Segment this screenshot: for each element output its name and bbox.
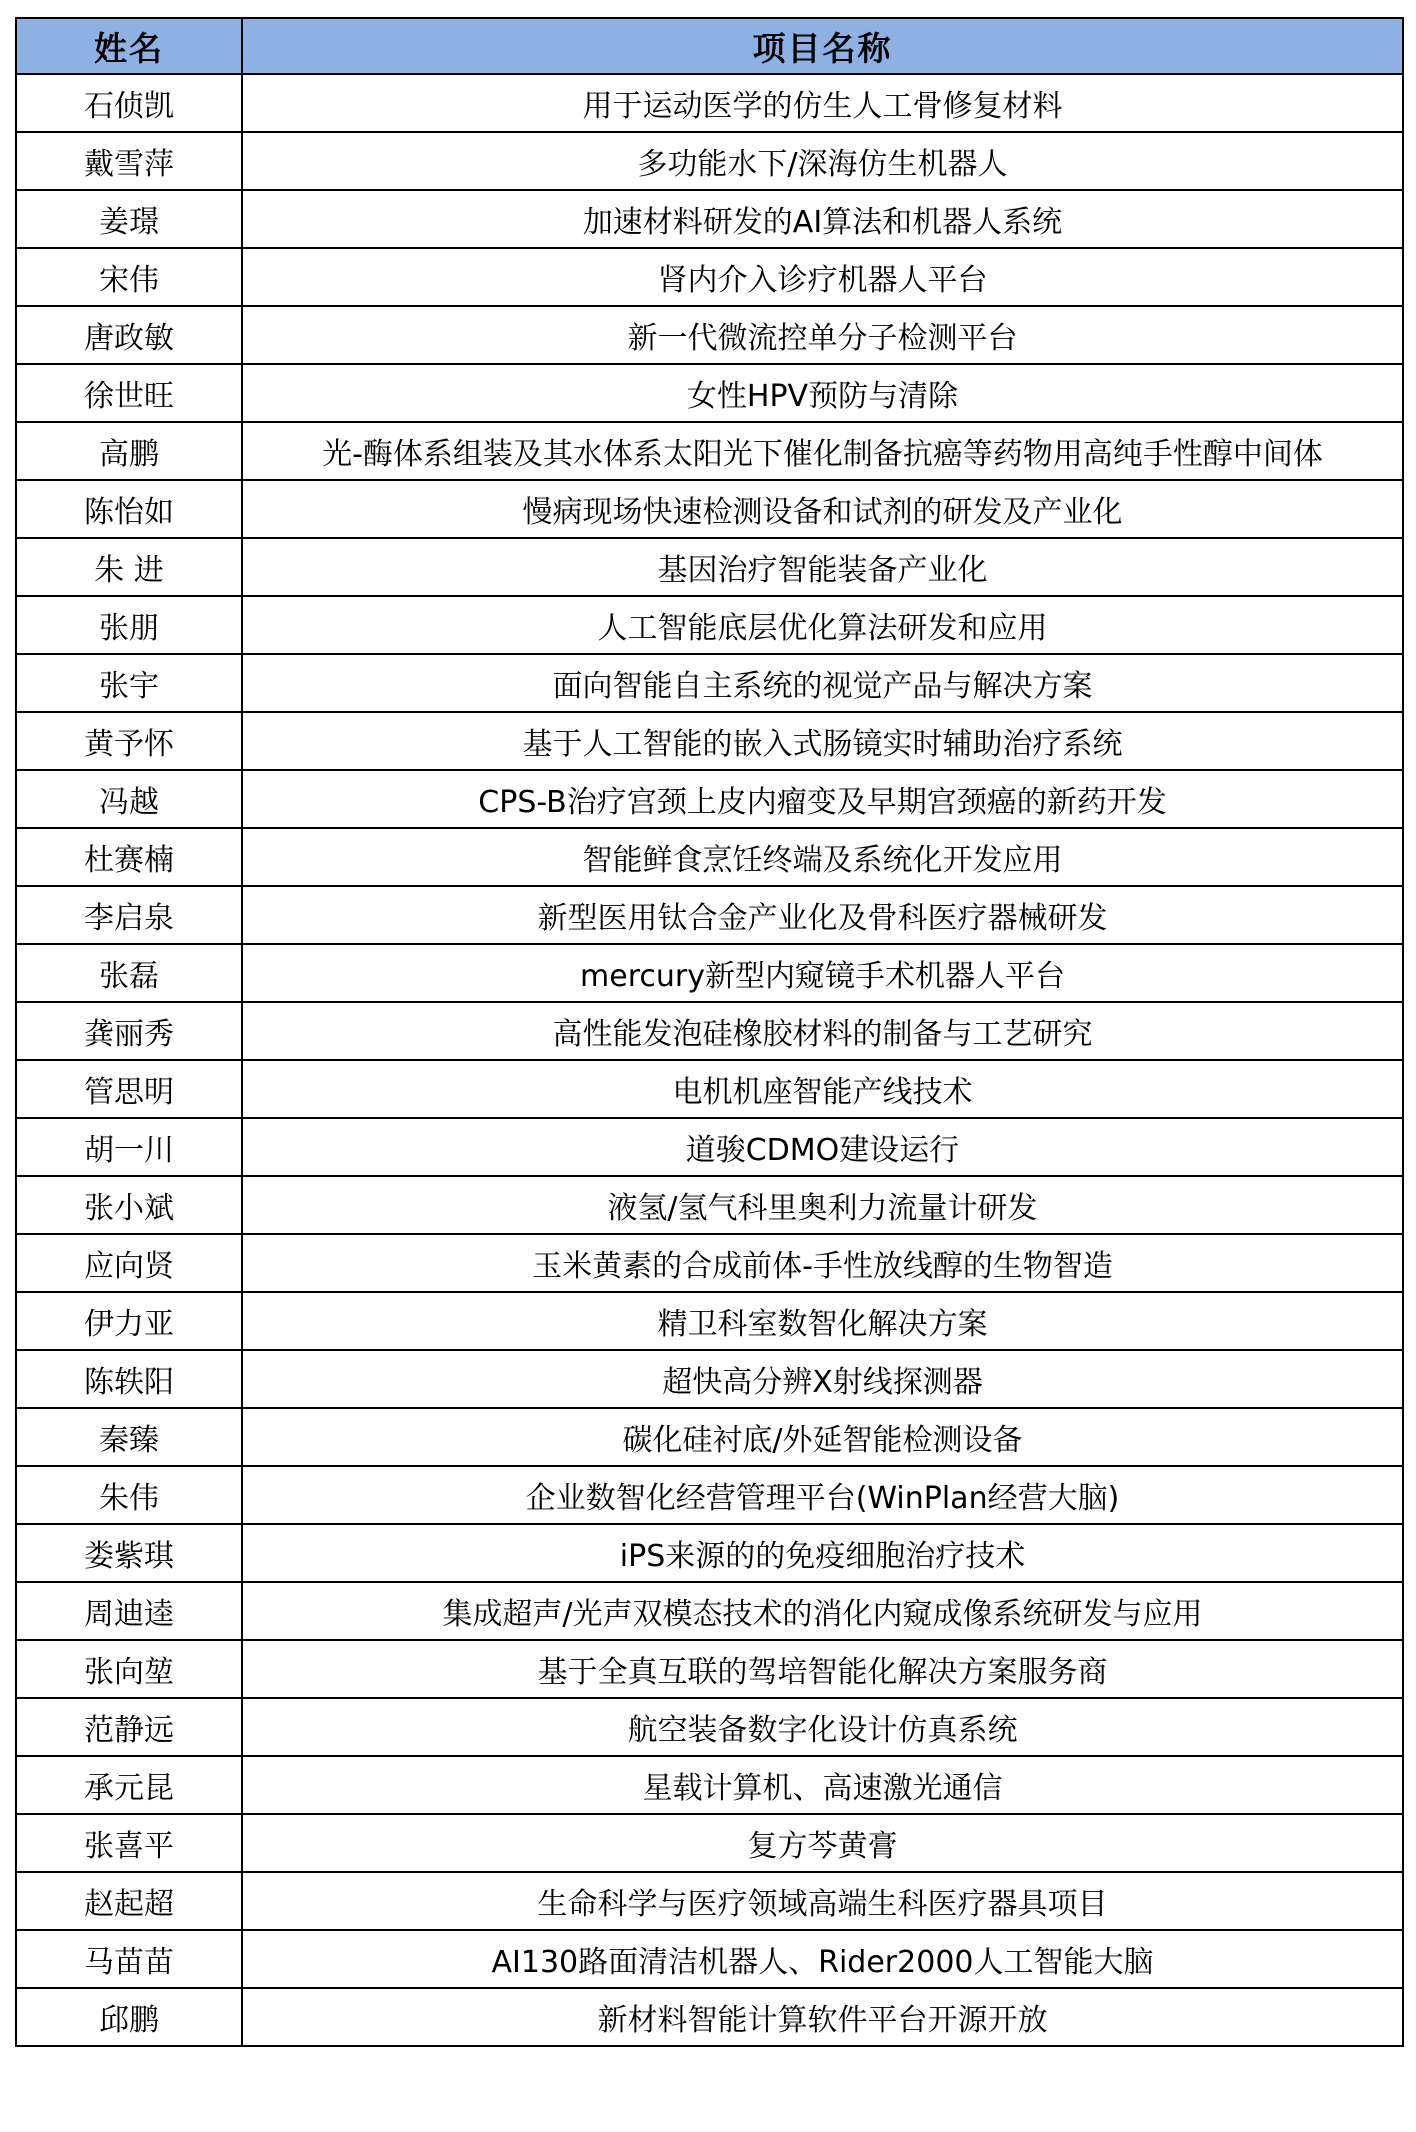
project-name-cell: 电机机座智能产线技术 <box>242 1060 1403 1118</box>
table-row <box>16 1234 1403 1292</box>
table-row <box>16 944 1403 1002</box>
table-row <box>16 1756 1403 1814</box>
person-name-cell: 胡一川 <box>16 1118 242 1176</box>
table-row <box>16 1350 1403 1408</box>
table-row <box>16 74 1403 132</box>
project-name-cell: 基于人工智能的嵌入式肠镜实时辅助治疗系统 <box>242 712 1403 770</box>
person-name-cell: 朱伟 <box>16 1466 242 1524</box>
project-name-cell: 道骏CDMO建设运行 <box>242 1118 1403 1176</box>
project-name-cell: 智能鲜食烹饪终端及系统化开发应用 <box>242 828 1403 886</box>
project-name-cell: AI130路面清洁机器人、Rider2000人工智能大脑 <box>242 1930 1403 1988</box>
project-name-cell: 星载计算机、高速激光通信 <box>242 1756 1403 1814</box>
person-name-cell: 杜赛楠 <box>16 828 242 886</box>
person-name-cell: 范静远 <box>16 1698 242 1756</box>
project-name-cell: 新型医用钛合金产业化及骨科医疗器械研发 <box>242 886 1403 944</box>
table-row <box>16 1524 1403 1582</box>
person-name-cell: 石侦凯 <box>16 74 242 132</box>
table-row <box>16 1466 1403 1524</box>
table-header <box>16 18 1403 74</box>
person-name-cell: 赵起超 <box>16 1872 242 1930</box>
table-row <box>16 596 1403 654</box>
table-row <box>16 654 1403 712</box>
person-name-cell: 黄予怀 <box>16 712 242 770</box>
project-name-cell: 集成超声/光声双模态技术的消化内窥成像系统研发与应用 <box>242 1582 1403 1640</box>
person-name-cell: 张宇 <box>16 654 242 712</box>
project-name-cell: 用于运动医学的仿生人工骨修复材料 <box>242 74 1403 132</box>
person-name-cell: 管思明 <box>16 1060 242 1118</box>
header-project: 项目名称 <box>242 18 1403 74</box>
project-name-cell: 企业数智化经营管理平台(WinPlan经营大脑) <box>242 1466 1403 1524</box>
person-name-cell: 周迪逵 <box>16 1582 242 1640</box>
table-row <box>16 1060 1403 1118</box>
project-name-cell: 加速材料研发的AI算法和机器人系统 <box>242 190 1403 248</box>
table-row <box>16 1640 1403 1698</box>
table-row <box>16 1002 1403 1060</box>
person-name-cell: 陈怡如 <box>16 480 242 538</box>
project-name-cell: 航空装备数字化设计仿真系统 <box>242 1698 1403 1756</box>
person-name-cell: 唐政敏 <box>16 306 242 364</box>
project-name-cell: 肾内介入诊疗机器人平台 <box>242 248 1403 306</box>
person-name-cell: 李启泉 <box>16 886 242 944</box>
project-name-cell: 生命科学与医疗领域高端生科医疗器具项目 <box>242 1872 1403 1930</box>
person-name-cell: 龚丽秀 <box>16 1002 242 1060</box>
person-name-cell: 伊力亚 <box>16 1292 242 1350</box>
table-row <box>16 1814 1403 1872</box>
person-name-cell: 应向贤 <box>16 1234 242 1292</box>
table-row <box>16 1988 1403 2046</box>
person-name-cell: 承元昆 <box>16 1756 242 1814</box>
table-row <box>16 306 1403 364</box>
person-name-cell: 朱 进 <box>16 538 242 596</box>
project-name-cell: 精卫科室数智化解决方案 <box>242 1292 1403 1350</box>
person-name-cell: 冯越 <box>16 770 242 828</box>
person-name-cell: 徐世旺 <box>16 364 242 422</box>
table-row <box>16 828 1403 886</box>
table-row <box>16 248 1403 306</box>
person-name-cell: 邱鹏 <box>16 1988 242 2046</box>
header-row <box>16 18 1403 74</box>
table-row <box>16 1176 1403 1234</box>
table-row <box>16 886 1403 944</box>
table-row <box>16 190 1403 248</box>
person-name-cell: 娄紫琪 <box>16 1524 242 1582</box>
project-name-cell: 光-酶体系组装及其水体系太阳光下催化制备抗癌等药物用高纯手性醇中间体 <box>242 422 1403 480</box>
project-name-cell: 复方芩黄膏 <box>242 1814 1403 1872</box>
person-name-cell: 张喜平 <box>16 1814 242 1872</box>
project-name-cell: 超快高分辨X射线探测器 <box>242 1350 1403 1408</box>
table-row <box>16 770 1403 828</box>
project-name-cell: CPS-B治疗宫颈上皮内瘤变及早期宫颈癌的新药开发 <box>242 770 1403 828</box>
table-row <box>16 1930 1403 1988</box>
project-name-cell: 新材料智能计算软件平台开源开放 <box>242 1988 1403 2046</box>
project-name-cell: 玉米黄素的合成前体-手性放线醇的生物智造 <box>242 1234 1403 1292</box>
project-name-cell: iPS来源的的免疫细胞治疗技术 <box>242 1524 1403 1582</box>
table-row <box>16 538 1403 596</box>
table-row <box>16 480 1403 538</box>
person-name-cell: 高鹏 <box>16 422 242 480</box>
project-name-cell: mercury新型内窥镜手术机器人平台 <box>242 944 1403 1002</box>
person-name-cell: 张向堃 <box>16 1640 242 1698</box>
project-table <box>15 17 1404 2047</box>
person-name-cell: 陈轶阳 <box>16 1350 242 1408</box>
table-body <box>16 74 1403 2046</box>
project-name-cell: 新一代微流控单分子检测平台 <box>242 306 1403 364</box>
project-table-container <box>15 17 1402 2047</box>
person-name-cell: 张朋 <box>16 596 242 654</box>
person-name-cell: 戴雪萍 <box>16 132 242 190</box>
table-row <box>16 422 1403 480</box>
project-name-cell: 液氢/氢气科里奥利力流量计研发 <box>242 1176 1403 1234</box>
project-name-cell: 高性能发泡硅橡胶材料的制备与工艺研究 <box>242 1002 1403 1060</box>
project-name-cell: 基因治疗智能装备产业化 <box>242 538 1403 596</box>
table-row <box>16 132 1403 190</box>
project-name-cell: 慢病现场快速检测设备和试剂的研发及产业化 <box>242 480 1403 538</box>
header-name: 姓名 <box>16 18 242 74</box>
table-row <box>16 712 1403 770</box>
project-name-cell: 基于全真互联的驾培智能化解决方案服务商 <box>242 1640 1403 1698</box>
project-name-cell: 人工智能底层优化算法研发和应用 <box>242 596 1403 654</box>
table-row <box>16 1408 1403 1466</box>
project-name-cell: 女性HPV预防与清除 <box>242 364 1403 422</box>
table-row <box>16 364 1403 422</box>
person-name-cell: 张小斌 <box>16 1176 242 1234</box>
person-name-cell: 宋伟 <box>16 248 242 306</box>
table-row <box>16 1292 1403 1350</box>
table-row <box>16 1118 1403 1176</box>
table-row <box>16 1698 1403 1756</box>
table-row <box>16 1872 1403 1930</box>
person-name-cell: 张磊 <box>16 944 242 1002</box>
project-name-cell: 碳化硅衬底/外延智能检测设备 <box>242 1408 1403 1466</box>
person-name-cell: 姜璟 <box>16 190 242 248</box>
table-row <box>16 1582 1403 1640</box>
person-name-cell: 秦臻 <box>16 1408 242 1466</box>
person-name-cell: 马苗苗 <box>16 1930 242 1988</box>
project-name-cell: 多功能水下/深海仿生机器人 <box>242 132 1403 190</box>
project-name-cell: 面向智能自主系统的视觉产品与解决方案 <box>242 654 1403 712</box>
